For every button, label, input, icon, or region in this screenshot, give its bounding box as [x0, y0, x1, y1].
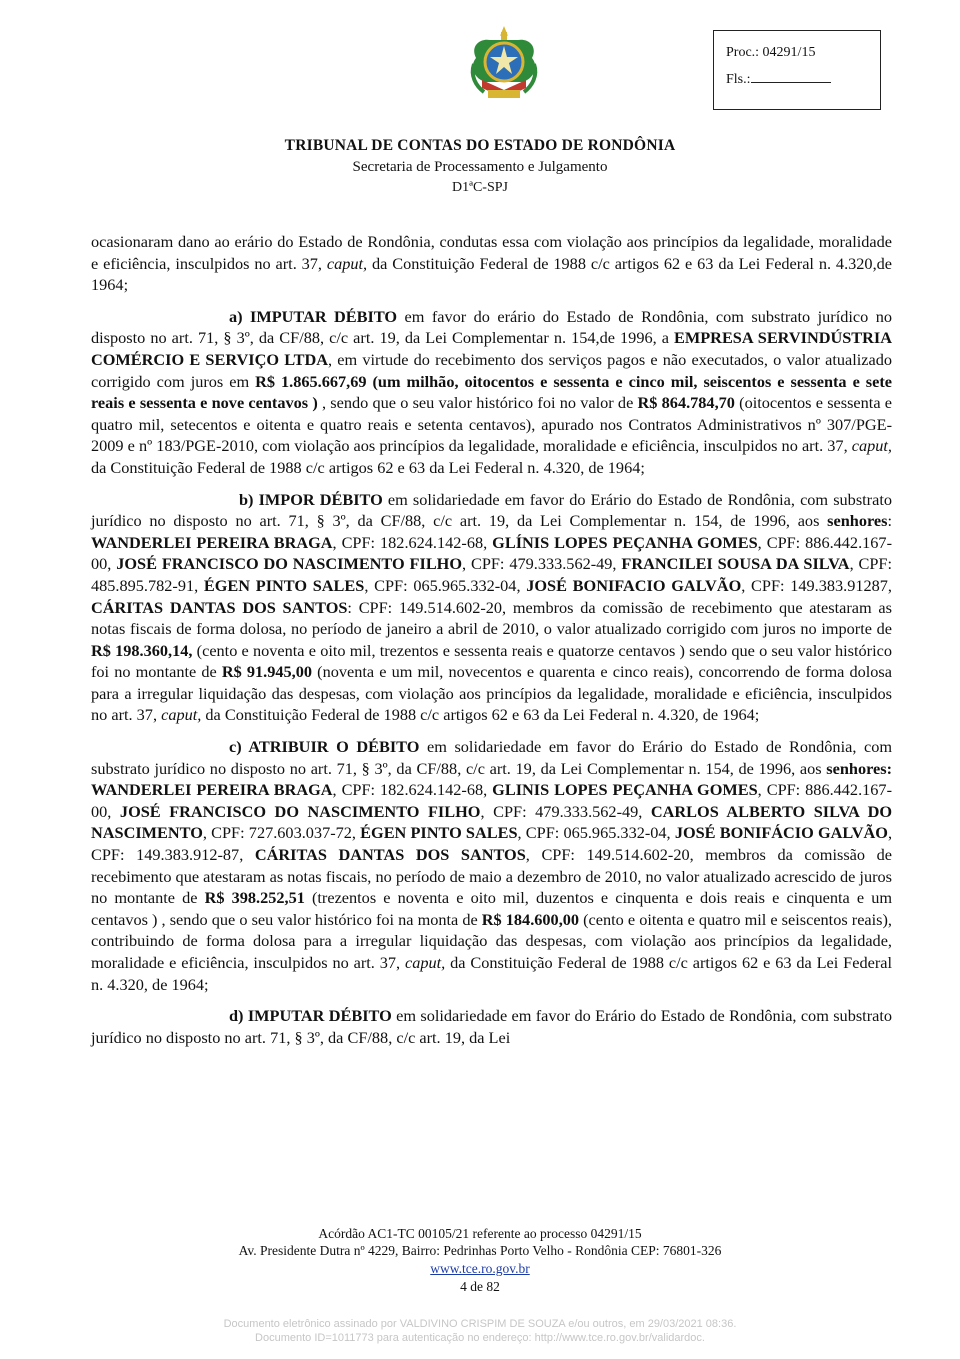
item-b-heading: b) IMPOR DÉBITO — [239, 489, 383, 509]
folio-label: Fls.: — [726, 72, 751, 87]
paragraph-item-a: a) IMPUTAR DÉBITO em favor do erário do Estado de Rondônia, com substrato jurídico no disposto no art. 71, § 3º, da CF/88, c/c art. 19, da Lei Complementar n. 154,de 1996, a EMPRESA SERVINDÚSTRIA COMÉRCIO E SERVIÇO LTDA, em virtude do recebimento dos serviços pagos e não executados, o valor atualizado corrigido com juros em R$ 1.865.667,69 (um milhão, oitocentos e sessenta e cinco mil, seiscentos e sessenta e sete reais e sessenta e nove centavos ) , sendo que o seu valor histórico foi no valor de R$ 864.784,70 (oitocentos e sessenta e quatro mil, setecentos e oitenta e quatro reais e setenta centavos), apurado nos Contratos Administrativos nº 307/PGE-2009 e nº 183/PGE-2010, com violação aos princípios da legalidade, moralidade e eficiência, insculpidos no art. 37, caput, da Constituição Federal de 1988 c/c artigos 62 e 63 da Lei Federal n. 4.320, de 1964; — [91, 306, 893, 477]
signature-watermark-line1: Documento eletrônico assinado por VALDIVINO CRISPIM DE SOUZA e/ou outros, em 29/03/2021 08:36. — [223, 1318, 737, 1330]
item-d-heading: d) IMPUTAR DÉBITO — [229, 1006, 392, 1026]
item-a-value: R$ 1.865.667,69 (um milhão, oitocentos e sessenta e cinco mil, seiscentos e sessenta e sete reais e sessenta e nove centavos ) — [91, 371, 892, 413]
page-number: 4 de 82 — [460, 1279, 500, 1294]
item-a-heading: a) IMPUTAR DÉBITO — [229, 306, 398, 326]
paragraph-item-b: b) IMPOR DÉBITO em solidariedade em favor do Erário do Estado de Rondônia, com substrato jurídico no disposto no art. 71, § 3º, da CF/88, c/c art. 19, da Lei Complementar n. 154, de 1996, aos senhores: WANDERLEI PEREIRA BRAGA, CPF: 182.624.142-68, GLÍNIS LOPES PEÇANHA GOMES, CPF: 886.442.167-00, JOSÉ FRANCISCO DO NASCIMENTO FILHO, CPF: 479.333.562-49, FRANCILEI SOUSA DA SILVA, CPF: 485.895.782-91, ÉGEN PINTO SALES, CPF: 065.965.332-04, JOSÉ BONIFACIO GALVÃO, CPF: 149.383.91287, CÁRITAS DANTAS DOS SANTOS: CPF: 149.514.602-20, membros da comissão de recebimento que atestaram as notas fiscais de forma dolosa, no período de janeiro a abril de 2010, o valor atualizado corrigido com juros no importe de R$ 198.360,14, (cento e noventa e oito mil, trezentos e sessenta reais e quatorze centavos ) sendo que o seu valor histórico foi no montante de R$ 91.945,00 (noventa e um mil, novecentos e quarenta e cinco reais), concorrendo de forma dolosa para a irregular liquidação das despesas, com violação aos princípios da legalidade, moralidade e eficiência, insculpidos no art. 37, caput, da Constituição Federal de 1988 c/c artigos 62 e 63 da Lei Federal n. 4.320, de 1964; — [91, 489, 893, 725]
signature-watermark-line2: Documento ID=1011773 para autenticação no endereço: http://www.tce.ro.gov.br/validardoc. — [255, 1332, 705, 1344]
tribunal-title: TRIBUNAL DE CONTAS DO ESTADO DE RONDÔNIA — [284, 137, 676, 154]
division-code: D1ªC-SPJ — [452, 180, 508, 195]
footer-ruling-reference: Acórdão AC1-TC 00105/21 referente ao processo 04291/15 — [318, 1226, 642, 1241]
item-a-historical-value: R$ 864.784,70 — [637, 393, 735, 413]
state-coat-of-arms-icon — [466, 24, 542, 106]
paragraph-item-c: c) ATRIBUIR O DÉBITO em solidariedade em favor do Erário do Estado de Rondônia, com substrato jurídico no disposto no art. 71, § 3º, da CF/88, c/c art. 19, da Lei Complementar n. 154, de 1996, aos senhores: WANDERLEI PEREIRA BRAGA, CPF: 182.624.142-68, GLINIS LOPES PEÇANHA GOMES, CPF: 886.442.167-00, JOSÉ FRANCISCO DO NASCIMENTO FILHO, CPF: 479.333.562-49, CARLOS ALBERTO SILVA DO NASCIMENTO, CPF: 727.603.037-72, ÉGEN PINTO SALES, CPF: 065.965.332-04, JOSÉ BONIFÁCIO GALVÃO, CPF: 149.383.912-87, CÁRITAS DANTAS DOS SANTOS, CPF: 149.514.602-20, membros da comissão de recebimento que atestaram as notas fiscais, no período de maio a dezembro de 2010, no valor atualizado acrescido de juros no montante de R$ 398.252,51 (trezentos e noventa e oito mil, duzentos e cinquenta e dois reais e cinquenta e um centavos ) , sendo que o seu valor histórico foi na monta de R$ 184.600,00 (cento e oitenta e quatro mil e seiscentos reais), contribuindo de forma dolosa para a irregular liquidação das despesas, com violação aos princípios da legalidade, moralidade e eficiência, insculpidos no art. 37, caput, da Constituição Federal de 1988 c/c artigos 62 e 63 da Lei Federal n. 4.320, de 1964; — [91, 737, 893, 994]
item-c-heading: c) ATRIBUIR O DÉBITO — [229, 737, 420, 757]
folio-blank-line — [751, 68, 831, 83]
paragraph-item-d: d) IMPUTAR DÉBITO em solidariedade em favor do Erário do Estado de Rondônia, com substrato jurídico no disposto no art. 71, § 3º, da CF/88, c/c art. 19, da Lei — [91, 1006, 893, 1047]
item-c-value: R$ 398.252,51 — [204, 888, 305, 908]
company-name: EMPRESA SERVINDÚSTRIA COMÉRCIO E SERVIÇO LTDA — [91, 328, 893, 369]
folio-field — [726, 66, 880, 93]
footer-website-link[interactable]: www.tce.ro.gov.br — [430, 1261, 530, 1276]
document-body — [91, 231, 892, 1058]
item-b-historical-value: R$ 91.945,00 — [221, 662, 313, 682]
paragraph-intro: ocasionaram dano ao erário do Estado de Rondônia, condutas essa com violação aos princípios da legalidade, moralidade e eficiência, insculpidos no art. 37, caput, da Constituição Federal de 1988 c/c artigos 62 e 63 da Lei Federal n. 4.320,de 1964; — [91, 232, 892, 295]
footer-address: Av. Presidente Dutra nº 4229, Bairro: Pedrinhas Porto Velho - Rondônia CEP: 76801-326 — [238, 1243, 722, 1258]
process-number: Proc.: 04291/15 — [726, 45, 816, 60]
process-number-box — [713, 30, 881, 110]
secretariat-subtitle: Secretaria de Processamento e Julgamento — [352, 159, 608, 175]
item-b-value: R$ 198.360,14, — [91, 640, 193, 660]
item-c-historical-value: R$ 184.600,00 — [481, 909, 580, 929]
